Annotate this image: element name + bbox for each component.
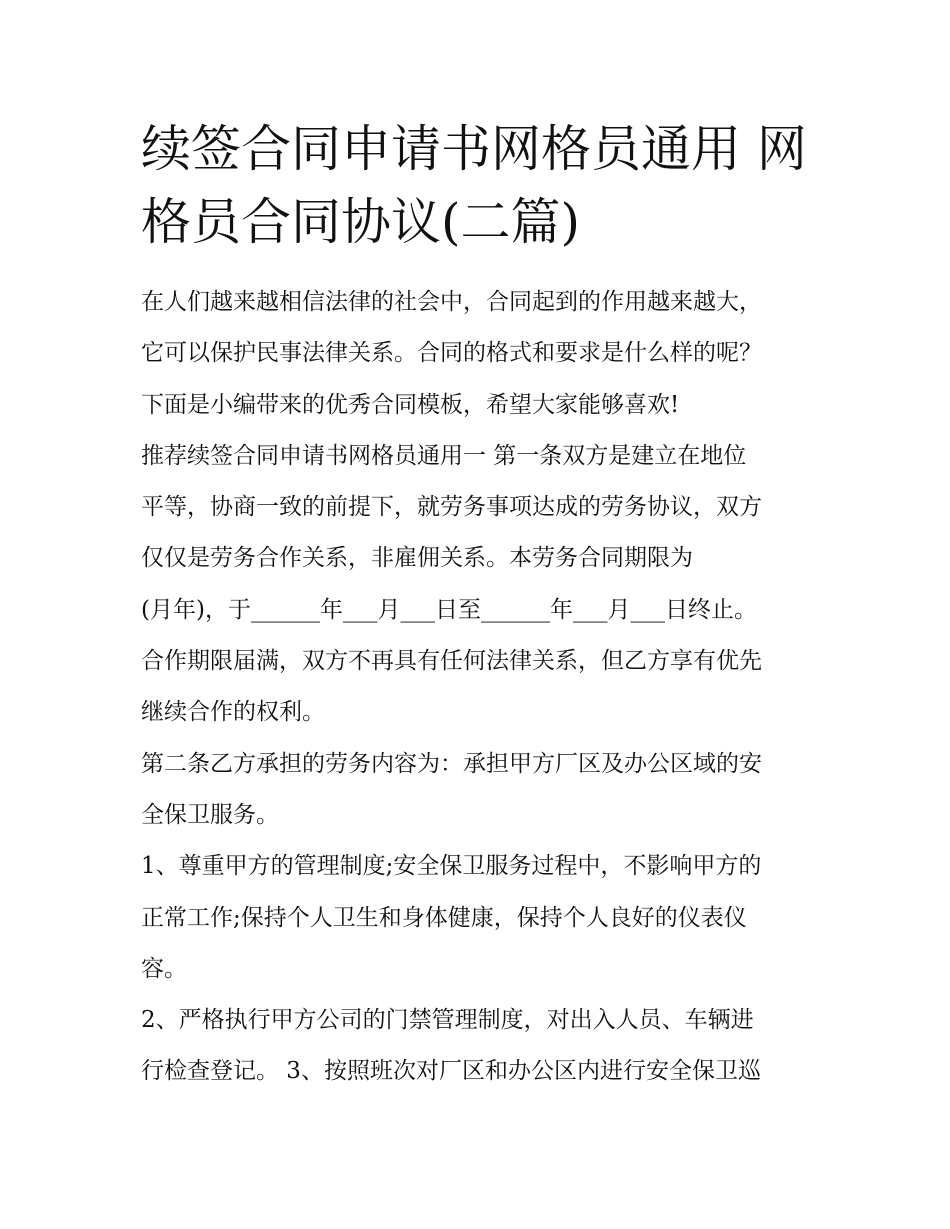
body-line: (月年)，于______年___月___日至______年___月___日终止。 — [141, 596, 757, 623]
document-title — [141, 113, 821, 259]
body-line: 2、严格执行甲方公司的门禁管理制度，对出入人员、车辆进 — [141, 1007, 754, 1034]
body-line: 在人们越来越相信法律的社会中，合同起到的作用越来越大， — [141, 289, 762, 315]
body-line: 继续合作的权利。 — [141, 699, 325, 726]
body-line: 第二条乙方承担的劳务内容为：承担甲方厂区及办公区域的安 — [141, 750, 762, 777]
body-line: 1、尊重甲方的管理制度;安全保卫服务过程中，不影响甲方的 — [141, 853, 762, 880]
body-line: 平等，协商一致的前提下，就劳务事项达成的劳务协议，双方 — [141, 494, 762, 521]
body-line: 全保卫服务。 — [141, 801, 279, 828]
body-line: 推荐续签合同申请书网格员通用一 第一条双方是建立在地位 — [141, 442, 747, 469]
body-line: 正常工作;保持个人卫生和身体健康，保持个人良好的仪表仪 — [141, 904, 747, 931]
title-line: 续签合同申请书网格员通用 网 — [141, 120, 807, 178]
body-line: 下面是小编带来的优秀合同模板，希望大家能够喜欢! — [141, 391, 680, 418]
body-line: 行检查登记。 3、按照班次对厂区和办公区内进行安全保卫巡 — [141, 1058, 761, 1085]
body-line: 它可以保护民事法律关系。合同的格式和要求是什么样的呢？ — [141, 340, 762, 367]
body-line: 合作期限届满，双方不再具有任何法律关系，但乙方享有优先 — [141, 648, 762, 675]
body-line: 仅仅是劳务合作关系，非雇佣关系。本劳务合同期限为 — [141, 545, 693, 572]
body-line: 容。 — [141, 955, 187, 982]
title-line: 格员合同协议(二篇) — [141, 193, 581, 251]
document-body — [141, 277, 841, 1098]
